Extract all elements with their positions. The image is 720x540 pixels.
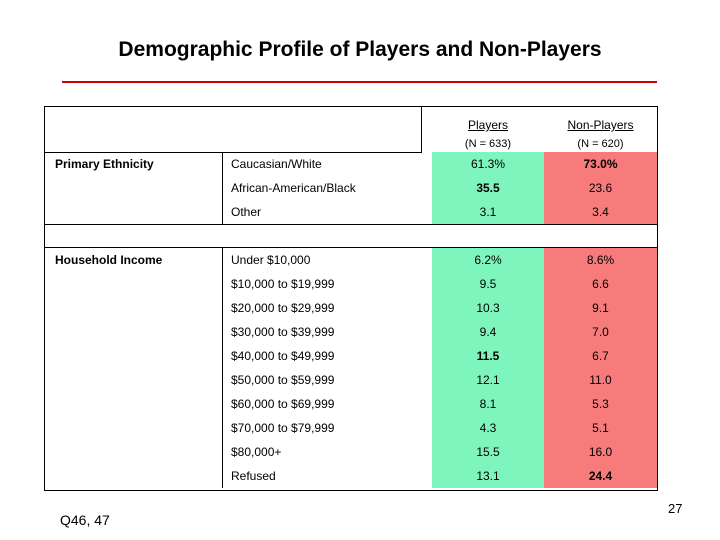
non-players-value: 73.0%	[583, 157, 618, 171]
non-players-value: 9.1	[592, 301, 609, 315]
row-label: $80,000+	[231, 445, 282, 459]
non-players-value: 16.0	[588, 445, 613, 459]
section-divider-line	[222, 248, 223, 488]
row-label: Under $10,000	[231, 253, 311, 267]
players-value: 4.3	[479, 421, 497, 435]
players-value: 9.4	[479, 325, 497, 339]
players-value: 9.5	[479, 277, 497, 291]
non-players-value: 7.0	[592, 325, 609, 339]
players-value: 10.3	[476, 301, 500, 315]
non-players-value: 6.6	[592, 277, 609, 291]
players-value: 61.3%	[470, 157, 506, 171]
section-label: Household Income	[55, 253, 163, 267]
title-rule	[62, 81, 657, 83]
row-label: $20,000 to $29,999	[231, 301, 335, 315]
page-number: 27	[668, 501, 683, 516]
row-label: $60,000 to $69,999	[231, 397, 335, 411]
row-label: African-American/Black	[231, 181, 356, 195]
players-value: 8.1	[479, 397, 497, 411]
players-value: 6.2%	[474, 253, 502, 267]
non-players-value: 5.3	[592, 397, 609, 411]
players-value: 12.1	[476, 373, 500, 387]
players-value: 15.5	[476, 445, 500, 459]
non-players-header-label: Non-Players	[567, 118, 634, 132]
section-divider-line	[222, 152, 223, 224]
row-label: Refused	[231, 469, 276, 483]
row-label: $70,000 to $79,999	[231, 421, 335, 435]
row-label: Other	[231, 205, 262, 219]
players-value: 11.5	[476, 349, 500, 363]
non-players-value: 8.6%	[586, 253, 615, 267]
players-value: 35.5	[476, 181, 500, 195]
non-players-value: 24.4	[588, 469, 613, 483]
non-players-column-header	[544, 118, 657, 150]
page-title: Demographic Profile of Players and Non-Players	[118, 38, 602, 61]
row-label: $10,000 to $19,999	[231, 277, 335, 291]
players-column-header	[432, 118, 544, 150]
players-value: 3.1	[479, 205, 497, 219]
players-header-n: (N = 633)	[464, 138, 512, 150]
non-players-header-n: (N = 620)	[577, 138, 624, 150]
non-players-value: 3.4	[592, 205, 609, 219]
non-players-value: 6.7	[592, 349, 609, 363]
section-label: Primary Ethnicity	[55, 157, 154, 171]
question-reference: Q46, 47	[60, 512, 110, 528]
section-gap	[45, 225, 657, 247]
row-label: $30,000 to $39,999	[231, 325, 335, 339]
row-label: Caucasian/White	[231, 157, 322, 171]
players-header-label: Players	[467, 118, 508, 132]
non-players-value: 11.0	[589, 373, 612, 387]
header-blank-cell	[45, 107, 422, 153]
players-value: 13.1	[476, 469, 500, 483]
row-label: $40,000 to $49,999	[231, 349, 335, 363]
row-label: $50,000 to $59,999	[231, 373, 335, 387]
non-players-value: 23.6	[588, 181, 613, 195]
demographic-table	[44, 106, 658, 491]
non-players-value: 5.1	[592, 421, 609, 435]
